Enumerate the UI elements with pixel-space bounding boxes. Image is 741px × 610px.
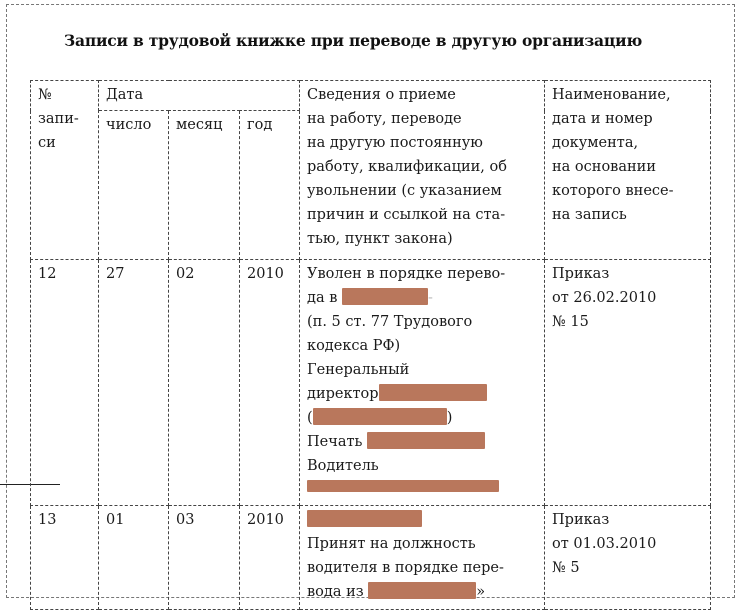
redaction	[379, 384, 487, 401]
record-month: 02	[169, 260, 240, 506]
header-month: месяц	[169, 111, 240, 260]
header-info: Сведения о приеме на работу, переводе на другую постоянную работу, квалификации, об увольнении (с указанием причин и ссылкой на ста- тью, пункт закона)	[300, 81, 545, 260]
redaction	[368, 582, 476, 599]
redaction	[313, 408, 447, 425]
document-title: Записи в трудовой книжке при переводе в другую организацию	[64, 31, 643, 50]
redaction	[342, 288, 428, 305]
record-year: 2010	[240, 260, 300, 506]
info-line	[307, 478, 538, 502]
info-line: директор	[307, 382, 538, 406]
record-day: 01	[99, 506, 169, 610]
header-day: число	[99, 111, 169, 260]
table-row	[31, 260, 711, 506]
record-document: Приказ от 01.03.2010 № 5	[545, 506, 711, 610]
record-info	[300, 260, 545, 506]
info-line: вода из »	[307, 584, 486, 600]
header-year: год	[240, 111, 300, 260]
info-line: Генеральный	[307, 362, 410, 378]
record-year: 2010	[240, 506, 300, 610]
info-line: Печать	[307, 430, 538, 454]
header-row	[31, 81, 711, 111]
info-line	[307, 508, 538, 532]
redaction	[367, 432, 485, 449]
record-document: Приказ от 26.02.2010 № 15	[545, 260, 711, 506]
info-line: кодекса РФ)	[307, 338, 401, 354]
redaction	[307, 480, 499, 492]
info-line: (п. 5 ст. 77 Трудового	[307, 314, 473, 330]
info-line: Водитель	[307, 458, 379, 474]
info-line: ( )	[307, 410, 453, 426]
work-record-table	[30, 80, 711, 610]
record-month: 03	[169, 506, 240, 610]
info-line: водителя в порядке пере-	[307, 560, 504, 576]
info-line: Уволен в порядке перево-	[307, 266, 506, 282]
header-date: Дата	[99, 81, 300, 111]
info-line: да в -	[307, 290, 433, 306]
header-record-number: № запи- си	[31, 81, 99, 260]
table-row	[31, 506, 711, 610]
info-line: Принят на должность	[307, 536, 476, 552]
record-day: 27	[99, 260, 169, 506]
record-number: 12	[31, 260, 99, 506]
record-info	[300, 506, 545, 610]
redaction	[307, 510, 422, 527]
header-document: Наименование, дата и номер документа, на основании которого внесе- на запись	[545, 81, 711, 260]
record-number: 13	[31, 506, 99, 610]
